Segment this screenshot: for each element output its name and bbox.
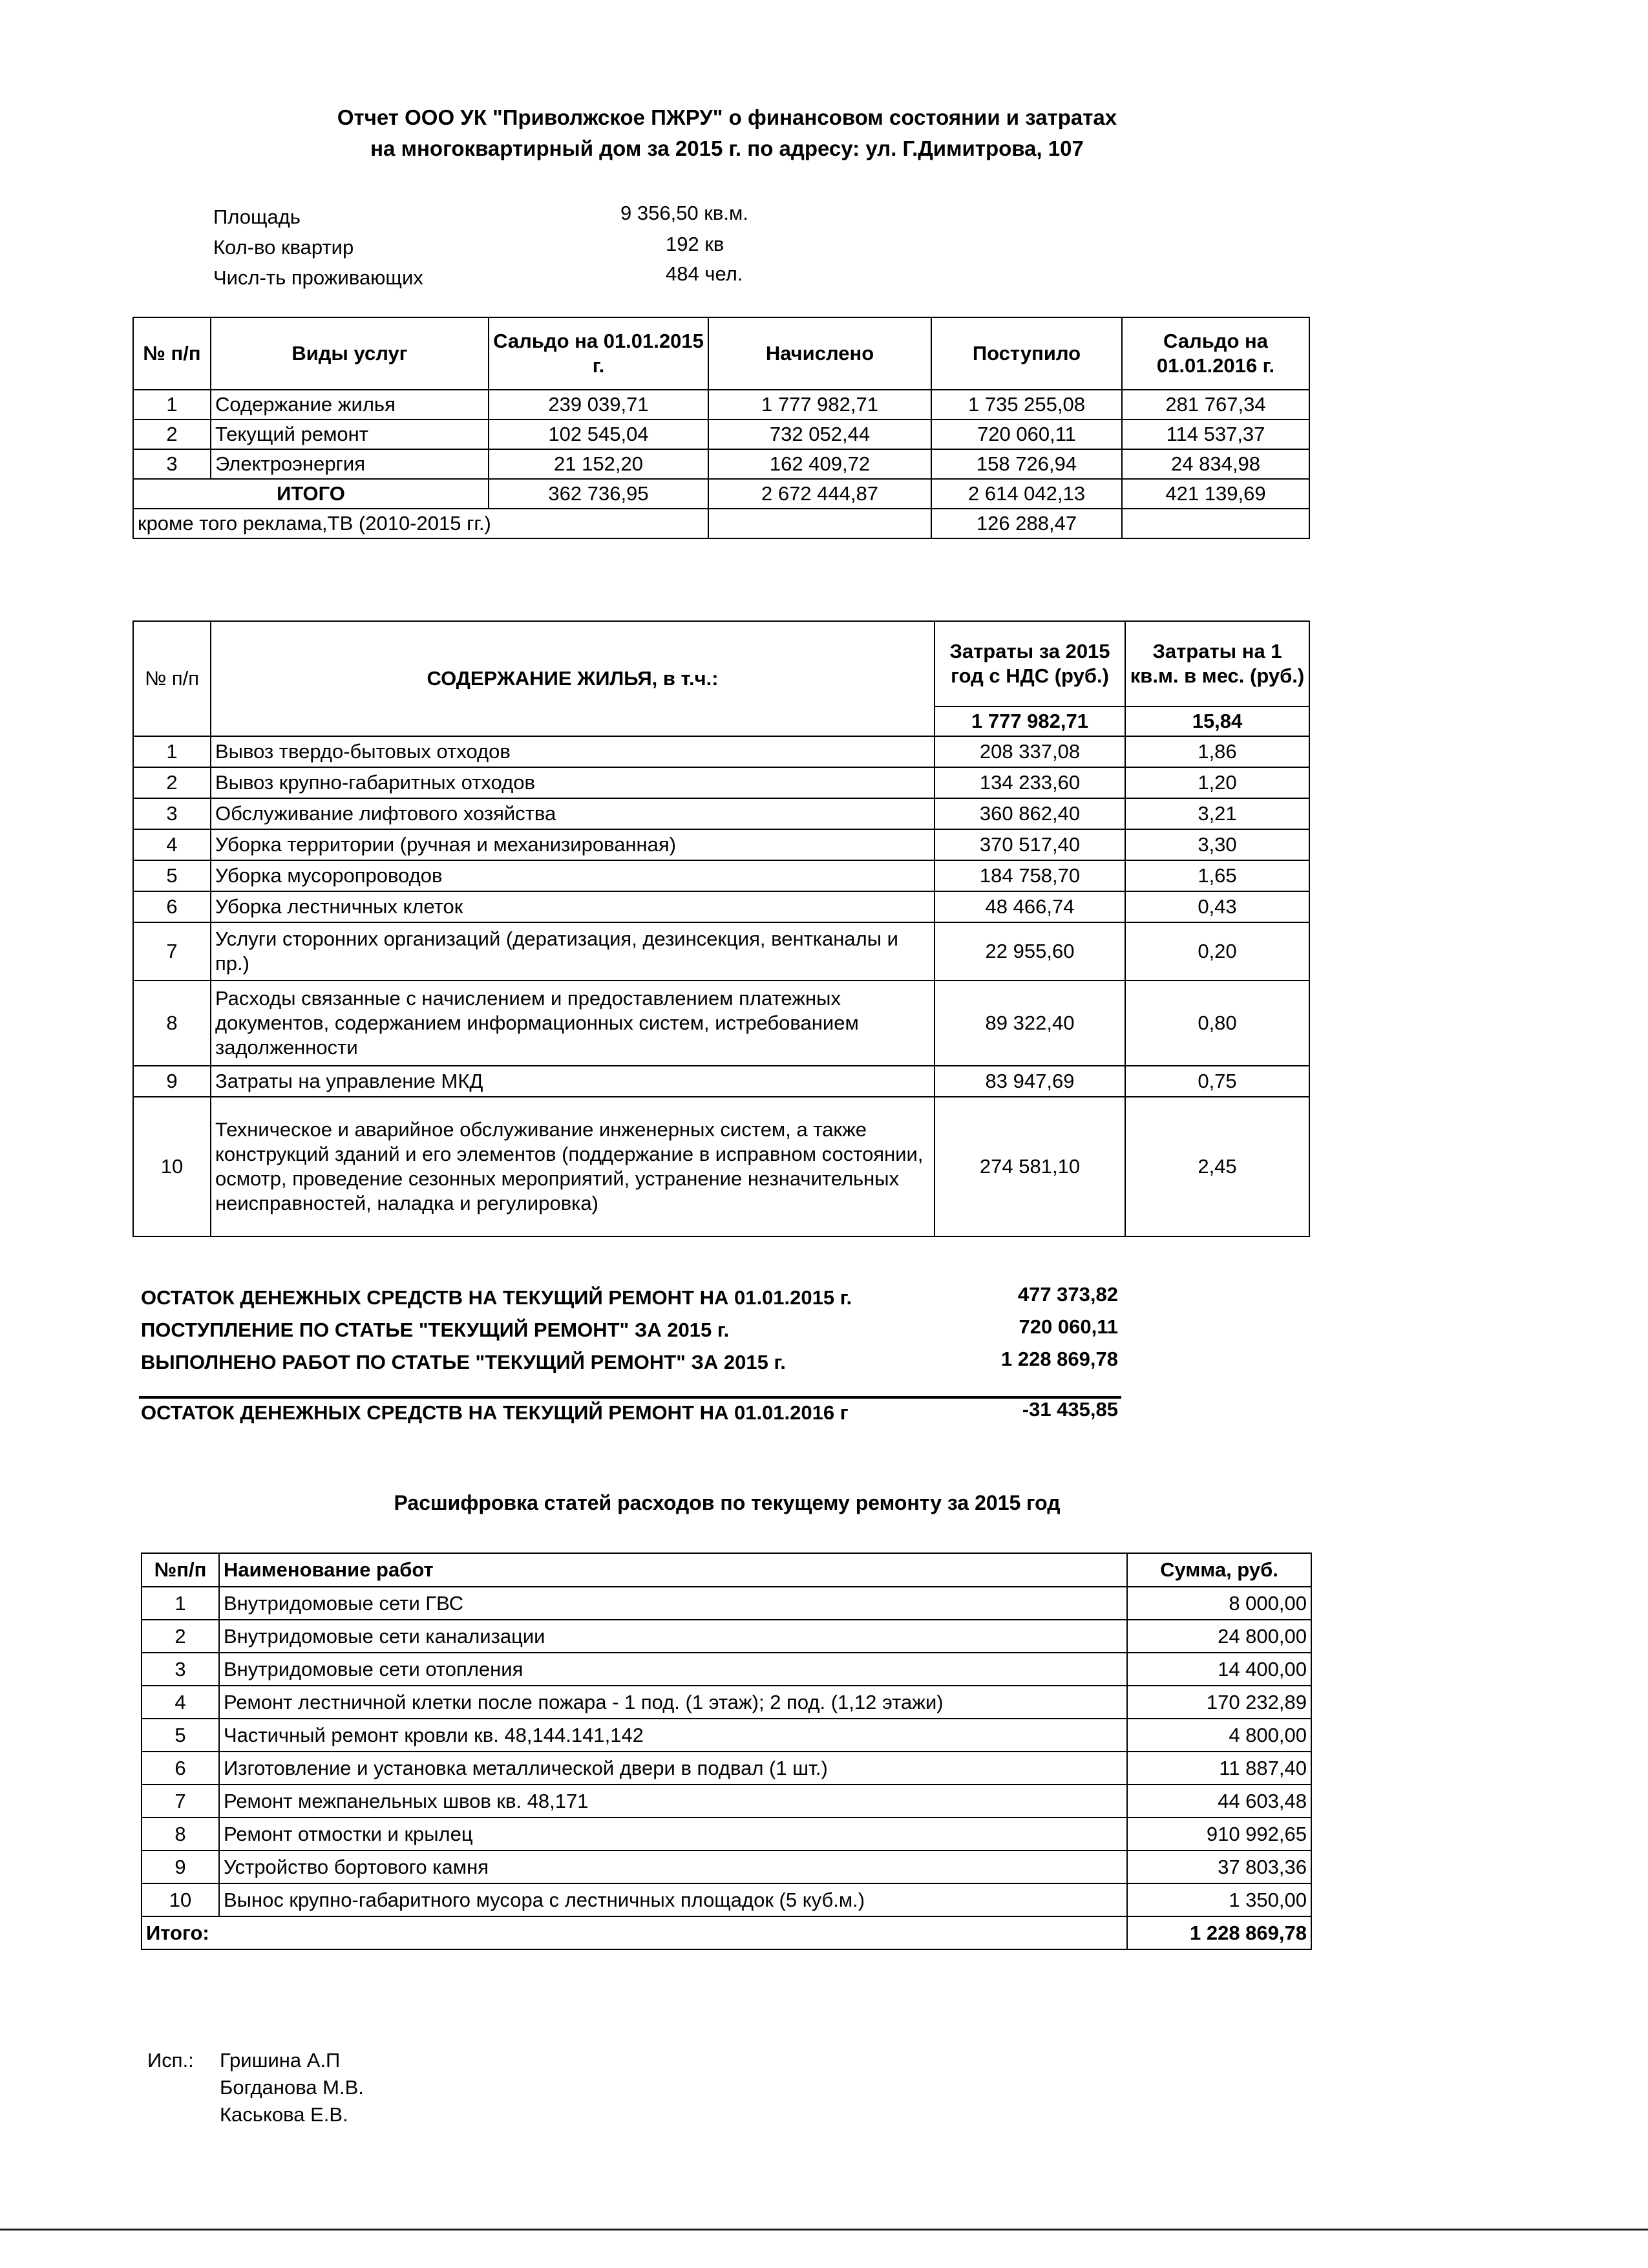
total-balance-start: 362 736,95 [489,479,708,509]
cost-per-sqm-value: 0,75 [1125,1066,1309,1097]
row-number: 6 [142,1752,219,1785]
housing-costs-table [132,620,1310,1237]
table-row [133,891,1309,922]
col-received: Поступило [931,317,1122,390]
housing-item-name: Услуги сторонних организаций (дератизация, дезинсекция, вентканалы и пр.) [211,922,935,980]
annual-cost-total: 1 777 982,71 [935,706,1125,736]
repair-works-done-label: ВЫПОЛНЕНО РАБОТ ПО СТАТЬЕ "ТЕКУЩИЙ РЕМОНТ" ЗА 2015 г. [141,1351,786,1373]
report-title-line2: на многоквартирный дом за 2015 г. по адресу: ул. Г.Димитрова, 107 [370,136,1084,160]
housing-item-name: Вывоз крупно-габаритных отходов [211,767,935,798]
annual-cost-value: 184 758,70 [935,860,1125,891]
row-number: 9 [133,1066,211,1097]
cost-per-sqm-total: 15,84 [1125,706,1309,736]
row-number: 10 [133,1097,211,1236]
row-number: 7 [133,922,211,980]
row-number: 7 [142,1785,219,1818]
service-name: Электроэнергия [211,449,489,479]
repair-balance-end-label: ОСТАТОК ДЕНЕЖНЫХ СРЕДСТВ НА ТЕКУЩИЙ РЕМОНТ НА 01.01.2016 г [141,1401,849,1424]
row-number: 3 [133,449,211,479]
work-amount: 170 232,89 [1127,1686,1311,1719]
table-row [142,1587,1311,1620]
work-amount: 11 887,40 [1127,1752,1311,1785]
work-name: Изготовление и установка металлической двери в подвал (1 шт.) [219,1752,1127,1785]
info-area-value: 9 356,50 кв.м. [620,202,748,224]
housing-item-name: Техническое и аварийное обслуживание инженерных систем, а также конструкций зданий и его элементов (поддержание в исправном состоянии, осмотр, проведение сезонных мероприятий, устранение незначительных неисправностей, наладка и регулировка) [211,1097,935,1236]
services-table [132,317,1310,539]
table-row [133,1097,1309,1236]
table-row [133,736,1309,767]
housing-item-name: Уборка территории (ручная и механизированная) [211,829,935,860]
work-name: Частичный ремонт кровли кв. 48,144.141,142 [219,1719,1127,1752]
total-row [133,479,1309,509]
cost-per-sqm-value: 3,30 [1125,829,1309,860]
info-apartments-value: 192 кв [666,233,724,255]
info-area-label: Площадь [213,206,301,228]
col-service: Виды услуг [211,317,489,390]
extra-label: кроме того реклама,ТВ (2010-2015 гг.) [133,509,708,538]
annual-cost-value: 48 466,74 [935,891,1125,922]
cost-per-sqm-value: 0,43 [1125,891,1309,922]
balance-end-value: 114 537,37 [1122,419,1309,449]
cost-per-sqm-value: 0,80 [1125,980,1309,1066]
repair-balance-end-value: -31 435,85 [1022,1398,1118,1421]
repair-balance-start-value: 477 373,82 [1017,1283,1118,1306]
page-bottom-edge [0,2229,1648,2231]
work-name: Внутридомовые сети канализации [219,1620,1127,1653]
cost-per-sqm-value: 2,45 [1125,1097,1309,1236]
balance-start-value: 239 039,71 [489,390,708,419]
report-title-line1: Отчет ООО УК "Приволжское ПЖРУ" о финансовом состоянии и затратах [337,105,1117,129]
extra-row [133,509,1309,538]
balance-end-value: 24 834,98 [1122,449,1309,479]
row-number: 2 [133,767,211,798]
table-row [142,1620,1311,1653]
work-name: Внутридомовые сети ГВС [219,1587,1127,1620]
info-apartments-label: Кол-во квартир [213,236,354,259]
row-number: 9 [142,1850,219,1883]
charged-value: 1 777 982,71 [708,390,931,419]
repairs-header-row [142,1553,1311,1587]
service-name: Содержание жилья [211,390,489,419]
housing-item-name: Расходы связанные с начислением и предоставлением платежных документов, содержанием информационных систем, истребованием задолженности [211,980,935,1066]
work-amount: 910 992,65 [1127,1818,1311,1850]
received-value: 158 726,94 [931,449,1122,479]
row-number: 1 [133,736,211,767]
annual-cost-value: 134 233,60 [935,767,1125,798]
row-number: 4 [133,829,211,860]
housing-item-name: Уборка мусоропроводов [211,860,935,891]
table-row [133,1066,1309,1097]
row-number: 1 [142,1587,219,1620]
executors-label: Исп.: [147,2049,194,2072]
table-row [142,1818,1311,1850]
work-name: Устройство бортового камня [219,1850,1127,1883]
col-cost-per-sqm: Затраты на 1 кв.м. в мес. (руб.) [1125,621,1309,706]
cost-per-sqm-value: 0,20 [1125,922,1309,980]
work-name: Вынос крупно-габаритного мусора с лестничных площадок (5 куб.м.) [219,1883,1127,1916]
annual-cost-value: 274 581,10 [935,1097,1125,1236]
work-amount: 24 800,00 [1127,1620,1311,1653]
table-row [133,419,1309,449]
service-name: Текущий ремонт [211,419,489,449]
work-amount: 8 000,00 [1127,1587,1311,1620]
table-row [142,1653,1311,1686]
cost-per-sqm-value: 3,21 [1125,798,1309,829]
charged-value: 162 409,72 [708,449,931,479]
total-balance-end: 421 139,69 [1122,479,1309,509]
annual-cost-value: 208 337,08 [935,736,1125,767]
cost-per-sqm-value: 1,20 [1125,767,1309,798]
work-amount: 14 400,00 [1127,1653,1311,1686]
table-row [133,922,1309,980]
housing-item-name: Вывоз твердо-бытовых отходов [211,736,935,767]
row-number: 2 [133,419,211,449]
col-housing-item: СОДЕРЖАНИЕ ЖИЛЬЯ, в т.ч.: [211,621,935,736]
work-amount: 4 800,00 [1127,1719,1311,1752]
housing-header-row [133,621,1309,706]
row-number: 4 [142,1686,219,1719]
repairs-total-value: 1 228 869,78 [1127,1916,1311,1949]
housing-item-name: Уборка лестничных клеток [211,891,935,922]
executor-name: Гришина А.П [220,2049,341,2072]
table-row [133,829,1309,860]
repairs-table [141,1553,1312,1950]
work-name: Внутридомовые сети отопления [219,1653,1127,1686]
row-number: 6 [133,891,211,922]
charged-value: 732 052,44 [708,419,931,449]
annual-cost-value: 83 947,69 [935,1066,1125,1097]
table-row [133,390,1309,419]
annual-cost-value: 22 955,60 [935,922,1125,980]
table-row [133,449,1309,479]
table-row [142,1719,1311,1752]
repairs-total-label: Итого: [142,1916,1127,1949]
extra-empty [1122,509,1309,538]
total-label: ИТОГО [133,479,489,509]
repair-balance-start-label: ОСТАТОК ДЕНЕЖНЫХ СРЕДСТВ НА ТЕКУЩИЙ РЕМОНТ НА 01.01.2015 г. [141,1286,852,1309]
work-name: Ремонт отмостки и крылец [219,1818,1127,1850]
row-number: 5 [142,1719,219,1752]
row-number: 5 [133,860,211,891]
row-number: 10 [142,1883,219,1916]
work-amount: 44 603,48 [1127,1785,1311,1818]
table-row [133,767,1309,798]
row-number: 3 [142,1653,219,1686]
table-row [142,1752,1311,1785]
work-name: Ремонт лестничной клетки после пожара - 1 под. (1 этаж); 2 под. (1,12 этажи) [219,1686,1127,1719]
repair-income-label: ПОСТУПЛЕНИЕ ПО СТАТЬЕ "ТЕКУЩИЙ РЕМОНТ" ЗА 2015 г. [141,1319,730,1341]
services-header-row [133,317,1309,390]
row-number: 8 [133,980,211,1066]
col-charged: Начислено [708,317,931,390]
extra-value: 126 288,47 [931,509,1122,538]
executor-name: Каськова Е.В. [220,2103,348,2126]
col-number: № п/п [133,621,211,736]
col-balance-end: Сальдо на 01.01.2016 г. [1122,317,1309,390]
work-name: Ремонт межпанельных швов кв. 48,171 [219,1785,1127,1818]
row-number: 8 [142,1818,219,1850]
repairs-title: Расшифровка статей расходов по текущему ремонту за 2015 год [394,1491,1061,1514]
balance-start-value: 102 545,04 [489,419,708,449]
col-annual-cost: Затраты за 2015 год с НДС (руб.) [935,621,1125,706]
extra-empty [708,509,931,538]
table-row [133,860,1309,891]
row-number: 2 [142,1620,219,1653]
row-number: 3 [133,798,211,829]
info-residents-label: Числ-ть проживающих [213,266,423,289]
executor-name: Богданова М.В. [220,2076,364,2099]
col-number: №п/п [142,1553,219,1587]
annual-cost-value: 89 322,40 [935,980,1125,1066]
annual-cost-value: 360 862,40 [935,798,1125,829]
work-amount: 37 803,36 [1127,1850,1311,1883]
housing-item-name: Затраты на управление МКД [211,1066,935,1097]
row-number: 1 [133,390,211,419]
table-row [142,1785,1311,1818]
balance-start-value: 21 152,20 [489,449,708,479]
table-row [133,798,1309,829]
table-row [133,980,1309,1066]
total-row [142,1916,1311,1949]
info-residents-value: 484 чел. [666,262,743,285]
received-value: 1 735 255,08 [931,390,1122,419]
col-work-name: Наименование работ [219,1553,1127,1587]
received-value: 720 060,11 [931,419,1122,449]
col-number: № п/п [133,317,211,390]
total-charged: 2 672 444,87 [708,479,931,509]
table-row [142,1883,1311,1916]
housing-item-name: Обслуживание лифтового хозяйства [211,798,935,829]
table-row [142,1850,1311,1883]
balance-end-value: 281 767,34 [1122,390,1309,419]
table-row [142,1686,1311,1719]
total-received: 2 614 042,13 [931,479,1122,509]
repair-works-done-value: 1 228 869,78 [1000,1348,1118,1370]
repair-income-value: 720 060,11 [1019,1315,1118,1338]
cost-per-sqm-value: 1,65 [1125,860,1309,891]
work-amount: 1 350,00 [1127,1883,1311,1916]
cost-per-sqm-value: 1,86 [1125,736,1309,767]
col-balance-start: Сальдо на 01.01.2015 г. [489,317,708,390]
col-amount: Сумма, руб. [1127,1553,1311,1587]
annual-cost-value: 370 517,40 [935,829,1125,860]
